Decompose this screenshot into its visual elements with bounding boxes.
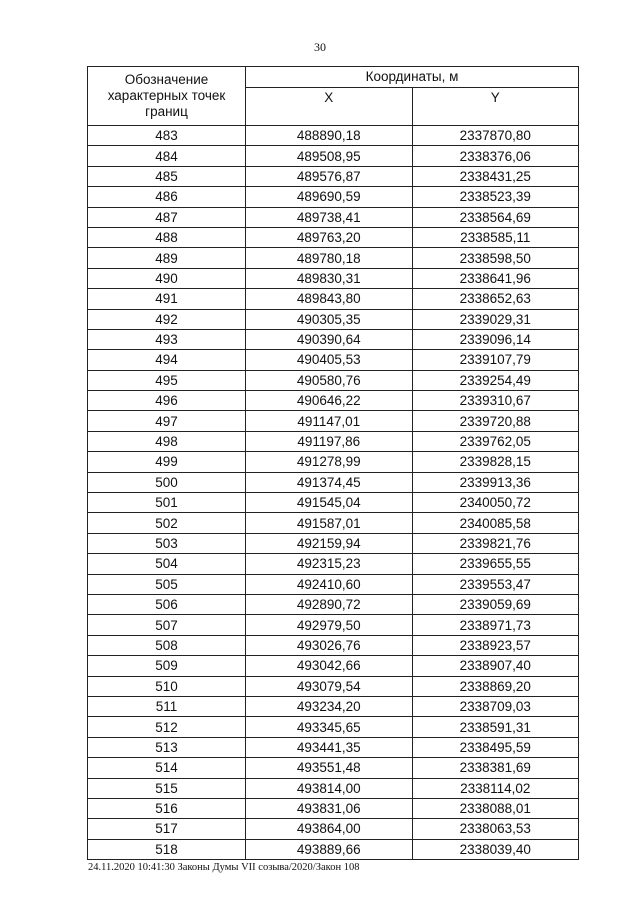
point-number-cell: 511 — [88, 696, 246, 716]
table-row — [88, 309, 579, 329]
y-coordinate-cell: 2338431,25 — [412, 166, 579, 186]
y-coordinate-cell: 2339029,31 — [412, 309, 579, 329]
table-row — [88, 513, 579, 533]
x-coordinate-cell: 489780,18 — [246, 248, 413, 268]
y-coordinate-cell: 2339655,55 — [412, 554, 579, 574]
point-number-cell: 515 — [88, 778, 246, 798]
y-coordinate-cell: 2339762,05 — [412, 431, 579, 451]
point-number-cell: 483 — [88, 126, 246, 146]
y-coordinate-cell: 2338971,73 — [412, 615, 579, 635]
point-number-cell: 506 — [88, 594, 246, 614]
point-number-cell: 503 — [88, 533, 246, 553]
x-coordinate-cell: 493814,00 — [246, 778, 413, 798]
point-number-cell: 491 — [88, 289, 246, 309]
table-row — [88, 227, 579, 247]
table-row — [88, 268, 579, 288]
table-row — [88, 146, 579, 166]
x-coordinate-cell: 493889,66 — [246, 839, 413, 859]
x-coordinate-cell: 489576,87 — [246, 166, 413, 186]
point-number-cell: 514 — [88, 758, 246, 778]
point-number-cell: 499 — [88, 452, 246, 472]
x-coordinate-cell: 491374,45 — [246, 472, 413, 492]
table-row — [88, 778, 579, 798]
y-coordinate-cell: 2339720,88 — [412, 411, 579, 431]
x-coordinate-cell: 490305,35 — [246, 309, 413, 329]
y-coordinate-cell: 2338495,59 — [412, 737, 579, 757]
table-row — [88, 166, 579, 186]
y-coordinate-cell: 2338523,39 — [412, 187, 579, 207]
table-row — [88, 207, 579, 227]
x-coordinate-cell: 493345,65 — [246, 717, 413, 737]
point-number-cell: 508 — [88, 635, 246, 655]
point-number-cell: 497 — [88, 411, 246, 431]
x-coordinate-cell: 493441,35 — [246, 737, 413, 757]
point-number-cell: 486 — [88, 187, 246, 207]
y-coordinate-cell: 2338114,02 — [412, 778, 579, 798]
table-row — [88, 615, 579, 635]
y-coordinate-cell: 2338564,69 — [412, 207, 579, 227]
x-coordinate-cell: 489738,41 — [246, 207, 413, 227]
y-coordinate-cell: 2338591,31 — [412, 717, 579, 737]
y-coordinate-cell: 2338381,69 — [412, 758, 579, 778]
x-coordinate-cell: 489690,59 — [246, 187, 413, 207]
x-coordinate-cell: 492159,94 — [246, 533, 413, 553]
x-coordinate-cell: 492890,72 — [246, 594, 413, 614]
point-number-cell: 505 — [88, 574, 246, 594]
y-coordinate-cell: 2337870,80 — [412, 126, 579, 146]
y-coordinate-cell: 2338088,01 — [412, 798, 579, 818]
x-coordinate-cell: 492410,60 — [246, 574, 413, 594]
x-coordinate-cell: 493234,20 — [246, 696, 413, 716]
table-row — [88, 370, 579, 390]
table-row — [88, 717, 579, 737]
table-row — [88, 350, 579, 370]
x-coordinate-cell: 490580,76 — [246, 370, 413, 390]
table-row — [88, 554, 579, 574]
header-designation: Обозначение характерных точек границ — [88, 67, 246, 126]
y-coordinate-cell: 2339553,47 — [412, 574, 579, 594]
x-coordinate-cell: 488890,18 — [246, 126, 413, 146]
x-coordinate-cell: 491147,01 — [246, 411, 413, 431]
page-number: 30 — [314, 40, 326, 54]
x-coordinate-cell: 491545,04 — [246, 493, 413, 513]
y-coordinate-cell: 2338039,40 — [412, 839, 579, 859]
y-coordinate-cell: 2339821,76 — [412, 533, 579, 553]
point-number-cell: 494 — [88, 350, 246, 370]
x-coordinate-cell: 493864,00 — [246, 819, 413, 839]
point-number-cell: 496 — [88, 391, 246, 411]
y-coordinate-cell: 2339254,49 — [412, 370, 579, 390]
y-coordinate-cell: 2338063,53 — [412, 819, 579, 839]
point-number-cell: 518 — [88, 839, 246, 859]
table-row — [88, 431, 579, 451]
point-number-cell: 498 — [88, 431, 246, 451]
header-coordinates: Координаты, м — [246, 67, 579, 88]
point-number-cell: 501 — [88, 493, 246, 513]
table-row — [88, 533, 579, 553]
y-coordinate-cell: 2340050,72 — [412, 493, 579, 513]
y-coordinate-cell: 2338923,57 — [412, 635, 579, 655]
x-coordinate-cell: 493042,66 — [246, 656, 413, 676]
point-number-cell: 489 — [88, 248, 246, 268]
y-coordinate-cell: 2338598,50 — [412, 248, 579, 268]
table-row — [88, 676, 579, 696]
point-number-cell: 484 — [88, 146, 246, 166]
table-row — [88, 819, 579, 839]
point-number-cell: 507 — [88, 615, 246, 635]
coordinates-table — [87, 66, 579, 860]
header-y: Y — [412, 88, 579, 126]
table-row — [88, 635, 579, 655]
table-row — [88, 289, 579, 309]
table-row — [88, 798, 579, 818]
table-row — [88, 656, 579, 676]
x-coordinate-cell: 493551,48 — [246, 758, 413, 778]
y-coordinate-cell: 2339310,67 — [412, 391, 579, 411]
table-row — [88, 737, 579, 757]
header-x: X — [246, 88, 413, 126]
x-coordinate-cell: 490390,64 — [246, 329, 413, 349]
y-coordinate-cell: 2339828,15 — [412, 452, 579, 472]
table-row — [88, 493, 579, 513]
point-number-cell: 510 — [88, 676, 246, 696]
x-coordinate-cell: 491197,86 — [246, 431, 413, 451]
table-row — [88, 126, 579, 146]
y-coordinate-cell: 2339059,69 — [412, 594, 579, 614]
y-coordinate-cell: 2339107,79 — [412, 350, 579, 370]
y-coordinate-cell: 2338641,96 — [412, 268, 579, 288]
point-number-cell: 490 — [88, 268, 246, 288]
x-coordinate-cell: 493831,06 — [246, 798, 413, 818]
point-number-cell: 509 — [88, 656, 246, 676]
x-coordinate-cell: 493026,76 — [246, 635, 413, 655]
table-row — [88, 574, 579, 594]
point-number-cell: 502 — [88, 513, 246, 533]
x-coordinate-cell: 490646,22 — [246, 391, 413, 411]
table-row — [88, 472, 579, 492]
table-row — [88, 187, 579, 207]
x-coordinate-cell: 491587,01 — [246, 513, 413, 533]
point-number-cell: 512 — [88, 717, 246, 737]
table-row — [88, 758, 579, 778]
table-row — [88, 696, 579, 716]
y-coordinate-cell: 2338869,20 — [412, 676, 579, 696]
point-number-cell: 513 — [88, 737, 246, 757]
y-coordinate-cell: 2338376,06 — [412, 146, 579, 166]
document-footer: 24.11.2020 10:41:30 Законы Думы VII созыва/2020/Закон 108 — [88, 862, 360, 873]
y-coordinate-cell: 2338652,63 — [412, 289, 579, 309]
point-number-cell: 495 — [88, 370, 246, 390]
table-row — [88, 839, 579, 859]
table-row — [88, 329, 579, 349]
y-coordinate-cell: 2340085,58 — [412, 513, 579, 533]
table-header — [88, 67, 579, 126]
y-coordinate-cell: 2338585,11 — [412, 227, 579, 247]
point-number-cell: 500 — [88, 472, 246, 492]
x-coordinate-cell: 492979,50 — [246, 615, 413, 635]
y-coordinate-cell: 2339096,14 — [412, 329, 579, 349]
y-coordinate-cell: 2339913,36 — [412, 472, 579, 492]
table-row — [88, 248, 579, 268]
y-coordinate-cell: 2338907,40 — [412, 656, 579, 676]
point-number-cell: 488 — [88, 227, 246, 247]
x-coordinate-cell: 490405,53 — [246, 350, 413, 370]
point-number-cell: 516 — [88, 798, 246, 818]
table-row — [88, 452, 579, 472]
y-coordinate-cell: 2338709,03 — [412, 696, 579, 716]
point-number-cell: 492 — [88, 309, 246, 329]
point-number-cell: 517 — [88, 819, 246, 839]
table-row — [88, 594, 579, 614]
table-row — [88, 391, 579, 411]
x-coordinate-cell: 489843,80 — [246, 289, 413, 309]
x-coordinate-cell: 489508,95 — [246, 146, 413, 166]
point-number-cell: 504 — [88, 554, 246, 574]
point-number-cell: 487 — [88, 207, 246, 227]
x-coordinate-cell: 492315,23 — [246, 554, 413, 574]
point-number-cell: 493 — [88, 329, 246, 349]
x-coordinate-cell: 493079,54 — [246, 676, 413, 696]
x-coordinate-cell: 489763,20 — [246, 227, 413, 247]
x-coordinate-cell: 489830,31 — [246, 268, 413, 288]
point-number-cell: 485 — [88, 166, 246, 186]
x-coordinate-cell: 491278,99 — [246, 452, 413, 472]
table-row — [88, 411, 579, 431]
table-body — [88, 126, 579, 860]
